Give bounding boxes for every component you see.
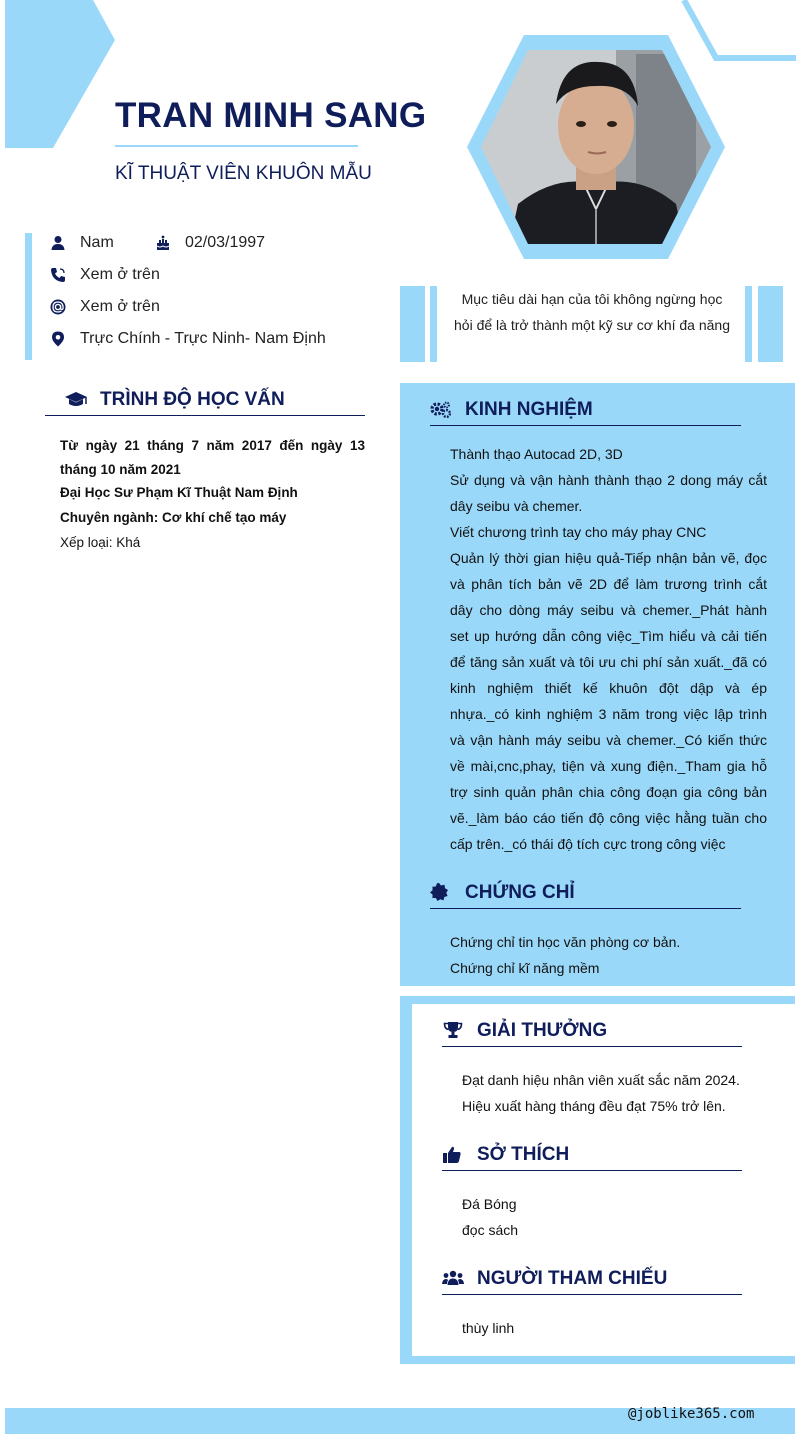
references-title-underline — [442, 1294, 742, 1295]
certificate-icon — [430, 883, 448, 901]
contact-accent-bar — [25, 233, 32, 360]
thumbs-up-icon — [443, 1146, 461, 1163]
awards-title: GIẢI THƯỞNG — [477, 1020, 608, 1041]
contact-birthday — [155, 232, 265, 254]
candidate-name: TRAN MINH SANG — [115, 96, 427, 135]
gender-value: Nam — [80, 234, 114, 251]
map-pin-icon — [50, 331, 66, 347]
education-title: TRÌNH ĐỘ HỌC VẤN — [100, 389, 285, 410]
job-title: KĨ THUẬT VIÊN KHUÔN MẪU — [115, 163, 372, 184]
trophy-icon — [443, 1021, 463, 1039]
experience-item: Sử dụng và vận hành thành thạo 2 dong máy cắt dây seibu và chemer. — [450, 472, 767, 514]
contact-email — [50, 296, 160, 318]
certificates-list — [450, 929, 767, 981]
objective-bar-right-inner — [745, 286, 752, 362]
objective-bar-left-outer — [400, 286, 425, 362]
experience-list — [450, 441, 767, 857]
certificates-title-underline — [430, 908, 741, 909]
phone-icon — [50, 267, 66, 283]
hobbies-title-underline — [442, 1170, 742, 1171]
hobbies-title: SỞ THÍCH — [477, 1144, 570, 1165]
phone-value: Xem ở trên — [80, 266, 160, 283]
certificate-item: Chứng chỉ tin học văn phòng cơ bản. — [450, 934, 681, 950]
objective-bar-right-outer — [758, 286, 783, 362]
experience-item: Quản lý thời gian hiệu quả-Tiếp nhận bản vẽ, đọc và phân tích bản vẽ 2D để làm trương trình cắt dây cho dòng máy seibu và chemer._Phát hành set up hướng dẫn công việc_Tìm hiểu và cải tiến để tăng sản xuất và tôi ưu chi phí sản xuất._đã có kinh nghiệm thiết kế khuôn đột dập và ép nhựa._có kinh nghiệm 3 năm trong việc lập trình và vận hành máy seibu và chemer._Có kiến thức về mài,cnc,phay, tiện và xung điện._Tham gia hỗ trợ sinh quản phân chia công đoạn gia công bản vẽ._làm báo cáo tiến độ công việc hằng tuần cho cấp trên._có thái độ tích cực trong công việc — [450, 550, 767, 852]
hobbies-list — [462, 1191, 762, 1243]
user-icon — [50, 235, 66, 251]
at-icon — [50, 299, 66, 315]
address-value: Trực Chính - Trực Ninh- Nam Định — [80, 330, 326, 347]
awards-title-underline — [442, 1046, 742, 1047]
education-title-underline — [45, 415, 365, 416]
hobby-item: đọc sách — [462, 1222, 519, 1238]
education-major: Chuyên ngành: Cơ khí chế tạo máy — [60, 509, 287, 525]
decor-top-left — [5, 0, 115, 148]
awards-list — [462, 1067, 762, 1119]
experience-title-underline — [430, 425, 741, 426]
name-underline — [115, 145, 358, 147]
birthday-value: 02/03/1997 — [185, 234, 266, 251]
references-title: NGƯỜI THAM CHIẾU — [477, 1268, 668, 1289]
email-value: Xem ở trên — [80, 298, 160, 315]
experience-item: Thành thạo Autocad 2D, 3D — [450, 446, 623, 462]
contact-gender — [50, 232, 114, 254]
users-icon — [442, 1270, 464, 1286]
objective-bar-left-inner — [430, 286, 437, 362]
education-details — [60, 434, 365, 555]
education-school: Đại Học Sư Phạm Kĩ Thuật Nam Định — [60, 485, 298, 500]
experience-item: Viết chương trình tay cho máy phay CNC — [450, 524, 707, 540]
education-period: Từ ngày 21 tháng 7 năm 2017 đến ngày 13 tháng 10 năm 2021 — [60, 438, 365, 477]
experience-title: KINH NGHIỆM — [465, 399, 593, 420]
profile-photo — [466, 34, 726, 260]
contact-phone — [50, 264, 160, 286]
contact-address — [50, 328, 326, 350]
cake-icon — [155, 235, 171, 251]
hobby-item: Đá Bóng — [462, 1196, 517, 1212]
awards-hobbies-references-panel — [400, 996, 795, 1364]
footer-watermark: @joblike365.com — [628, 1406, 755, 1422]
gears-icon — [430, 401, 452, 419]
references-list — [462, 1315, 762, 1341]
certificate-item: Chứng chỉ kĩ năng mềm — [450, 960, 600, 976]
reference-item: thùy linh — [462, 1320, 515, 1336]
certificates-title: CHỨNG CHỈ — [465, 882, 575, 903]
award-item: Đạt danh hiệu nhân viên xuất sắc năm 2024. — [462, 1072, 740, 1088]
graduation-cap-icon — [64, 391, 88, 409]
career-objective: Mục tiêu dài hạn của tôi không ngừng học hỏi để là trở thành một kỹ sư cơ khí đa năng — [454, 291, 730, 333]
award-item: Hiệu xuất hàng tháng đều đạt 75% trở lên. — [462, 1098, 726, 1114]
education-grade: Xếp loại: Khá — [60, 535, 141, 550]
